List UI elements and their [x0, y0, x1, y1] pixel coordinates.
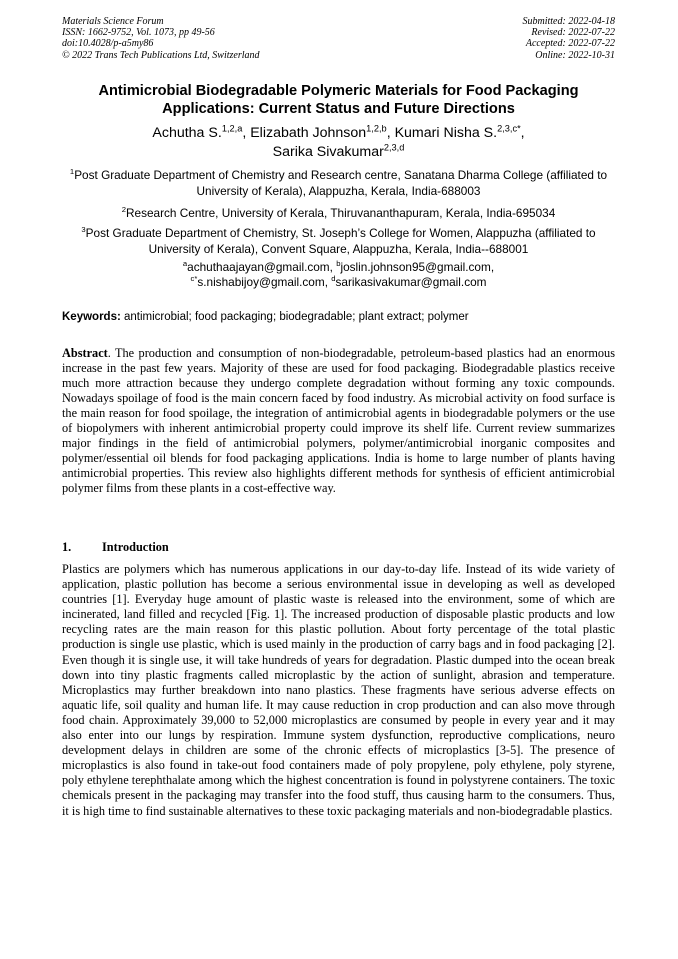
online-date: Online: 2022-10-31: [535, 49, 615, 61]
email[interactable]: $^d$sarikasivakumar@gmail.com: [331, 274, 487, 289]
author-emails: [62, 260, 615, 290]
section-number: 1.: [62, 540, 72, 554]
email[interactable]: $^b$joslin.johnson95@gmail.com,: [336, 259, 495, 274]
keywords-text: antimicrobial; food packaging; biodegradable; plant extract; polymer: [124, 311, 469, 323]
issn-line: ISSN: 1662-9752, Vol. 1073, pp 49-56: [62, 27, 215, 39]
paper-title: Antimicrobial Biodegradable Polymeric Materials for Food Packaging Applications: Current Status and Future Directions: [98, 83, 579, 117]
email[interactable]: $^{c*}$s.nishabijoy@gmail.com,: [190, 274, 332, 289]
section-heading: [62, 540, 169, 555]
abstract-label: Abstract: [62, 346, 108, 360]
email[interactable]: $^a$achuthaajayan@gmail.com,: [182, 259, 337, 274]
author: Sarika Sivakumar$^{2,3,d}$: [272, 142, 405, 160]
author-list: [62, 124, 615, 162]
affiliation: $^1$Post Graduate Department of Chemistry and Research centre, Sanatana Dharma College (affiliated to University of Kerala), Alappuzha, Kerala, India-688003: [69, 167, 608, 198]
keywords: [62, 310, 615, 325]
introduction-paragraph: Plastics are polymers which has numerous applications in our day-to-day life. Instead of its wide variety of application, plastic pollution has become a serious environmental issue in developing as well as developed countries [1]. Everyday huge amount of plastic waste is released into the environment, some of which are incinerated, land filled and recycled [Fig. 1]. The increased production of disposable plastic products and low recycling rates are the main reason for this plastic pollution. About forty percentage of the total plastic production is single use plastic, which is used mainly in the production of carry bags and in food packaging [2]. Even though it is single use, it will take hundreds of years for degradation. Plastic dumped into the ocean break down into tiny plastic fragments called microplastic by the action of sunlight, abrasion and temperature. Microplastics may further breakdown into nano plastics. These fragments have serious adverse effects on aquatic life, soil quality and human life. It may cause reduction in crop production and can also move through food chain. Approximately 39,000 to 52,000 microplastics are consumed by people in every year and it may also enter into our lungs by respiration. Immune system dysfunction, reproductive complications, neuro development delays in children are some of the chronic effects of microplastics [3-5]. The presence of microplastics is also found in take-out food containers made of poly propylene, poly ethylene, poly styrene, poly ethylene terephthalate among which the highest concentration is found in polystyrene containers. The toxic chemicals present in the packaging may transfer into the food stuff, thus causing harm to the consumers. Thus, it is high time to find sustainable alternatives to these toxic packaging materials and non-biodegradable plastics.: [62, 562, 615, 818]
abstract: [62, 346, 615, 496]
journal-name: Materials Science Forum: [62, 16, 164, 27]
affiliation: $^3$Post Graduate Department of Chemistry, St. Joseph’s College for Women, Alappuzha (affiliated to University of Kerala), Convent Square, Alappuzha, Kerala, India--688001: [81, 225, 596, 256]
author: Achutha S.$^{1,2,a}$,: [152, 123, 251, 141]
copyright-line: © 2022 Trans Tech Publications Ltd, Switzerland: [62, 49, 260, 61]
affiliation: $^2$Research Centre, University of Kerala, Thiruvananthapuram, Kerala, India-695034: [121, 205, 556, 220]
author: Elizabath Johnson$^{1,2,b}$,: [250, 123, 395, 141]
abstract-text: . The production and consumption of non-biodegradable, petroleum-based plastics had an enormous increase in the past few years. Majority of these are used for food packaging. Biodegradable plastics receive much more attraction because they undergo complete degradation without forming any toxic compounds. Nowadays spoilage of food is the main concern faced by food industry. As microbial activity on food surface is the main reason for food spoilage, the integration of antimicrobial agents in biodegradable polymers or the use of biopolymers with inherent antimicrobial property could improve its shelf life. Current review summarizes major findings in the field of antimicrobial polymers, polymer/antimicrobial inorganic composites and polymer/essential oil blends for food packaging applications. India is home to large number of plants having antimicrobial properties. This review also highlights different methods for synthesis of efficient antimicrobial polymer films from these plants in a cost-effective way.: [62, 346, 615, 496]
journal-header-right: [523, 16, 616, 61]
submitted-date: Submitted: 2022-04-18: [522, 16, 615, 27]
section-title: Introduction: [102, 540, 169, 554]
revised-date: Revised: 2022-07-22: [531, 27, 615, 39]
journal-header-left: [62, 16, 260, 61]
accepted-date: Accepted: 2022-07-22: [525, 38, 615, 50]
keywords-label: Keywords:: [62, 311, 121, 323]
author: Kumari Nisha S.$^{2,3,c*}$,: [394, 123, 525, 141]
doi-line: doi:10.4028/p-a5my86: [62, 38, 154, 50]
